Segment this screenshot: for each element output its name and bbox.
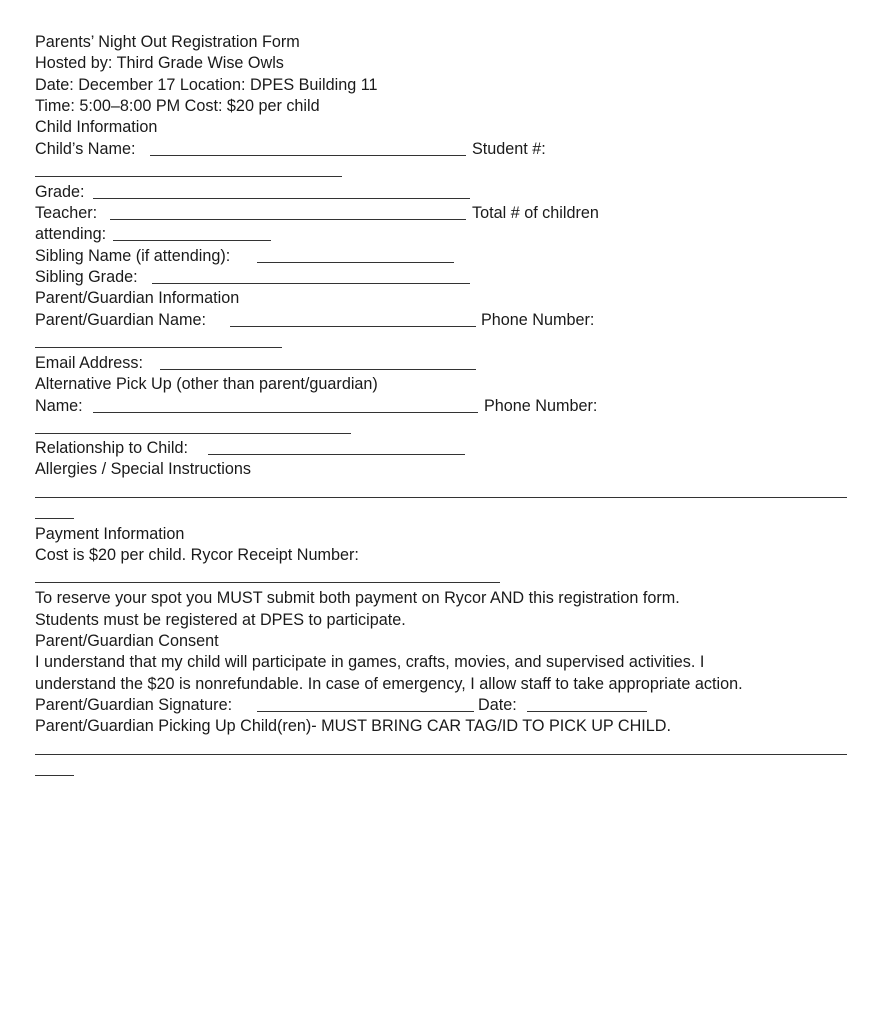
email-label: Email Address: [35, 354, 143, 372]
child-name-label: Child’s Name: [35, 140, 136, 158]
form-title: Parents’ Night Out Registration Form [35, 33, 300, 51]
grade-label: Grade: [35, 183, 85, 201]
alt-pickup-name-label: Name: [35, 397, 83, 415]
payment-notice-1: To reserve your spot you MUST submit both payment on Rycor AND this registration form. [35, 589, 680, 607]
payment-heading: Payment Information [35, 525, 185, 543]
parent-name-label: Parent/Guardian Name: [35, 311, 206, 329]
alt-pickup-heading: Alternative Pick Up (other than parent/guardian) [35, 375, 378, 393]
relationship-label: Relationship to Child: [35, 439, 188, 457]
allergies-field[interactable] [35, 497, 847, 498]
parent-phone-field[interactable] [35, 347, 282, 348]
teacher-field[interactable] [110, 219, 466, 220]
email-field[interactable] [160, 369, 476, 370]
alt-pickup-phone-field[interactable] [35, 433, 351, 434]
parent-name-field[interactable] [230, 326, 476, 327]
grade-field[interactable] [93, 198, 470, 199]
pickup-label: Parent/Guardian Picking Up Child(ren)- MUST BRING CAR TAG/ID TO PICK UP CHILD. [35, 717, 671, 735]
total-children-label: Total # of children [472, 204, 599, 222]
allergies-heading: Allergies / Special Instructions [35, 460, 251, 478]
receipt-number-field[interactable] [35, 582, 500, 583]
pickup-name-field[interactable] [35, 754, 847, 755]
date-label: Date: [478, 696, 517, 714]
parent-info-heading: Parent/Guardian Information [35, 289, 240, 307]
consent-text-2: understand the $20 is nonrefundable. In case of emergency, I allow staff to take appropriate action. [35, 675, 743, 693]
hosted-by: Hosted by: Third Grade Wise Owls [35, 54, 284, 72]
child-name-field[interactable] [150, 155, 466, 156]
sibling-name-field[interactable] [257, 262, 454, 263]
pickup-name-field-continued [35, 775, 74, 776]
student-number-label: Student #: [472, 140, 546, 158]
consent-heading: Parent/Guardian Consent [35, 632, 219, 650]
sibling-grade-field[interactable] [152, 283, 470, 284]
parent-phone-label: Phone Number: [481, 311, 595, 329]
teacher-label: Teacher: [35, 204, 98, 222]
sibling-grade-label: Sibling Grade: [35, 268, 138, 286]
student-number-field[interactable] [35, 176, 342, 177]
allergies-field-continued [35, 518, 74, 519]
sibling-name-label: Sibling Name (if attending): [35, 247, 231, 265]
signature-label: Parent/Guardian Signature: [35, 696, 233, 714]
date-location: Date: December 17 Location: DPES Building 11 [35, 76, 378, 94]
time-cost: Time: 5:00–8:00 PM Cost: $20 per child [35, 97, 320, 115]
total-children-field[interactable] [113, 240, 271, 241]
attending-label: attending: [35, 225, 107, 243]
relationship-field[interactable] [208, 454, 465, 455]
alt-pickup-phone-label: Phone Number: [484, 397, 598, 415]
date-field[interactable] [527, 711, 647, 712]
consent-text-1: I understand that my child will participate in games, crafts, movies, and supervised activities. I [35, 653, 705, 671]
cost-receipt-label: Cost is $20 per child. Rycor Receipt Number: [35, 546, 359, 564]
payment-notice-2: Students must be registered at DPES to participate. [35, 611, 406, 629]
signature-field[interactable] [257, 711, 474, 712]
child-info-heading: Child Information [35, 118, 158, 136]
alt-pickup-name-field[interactable] [93, 412, 478, 413]
